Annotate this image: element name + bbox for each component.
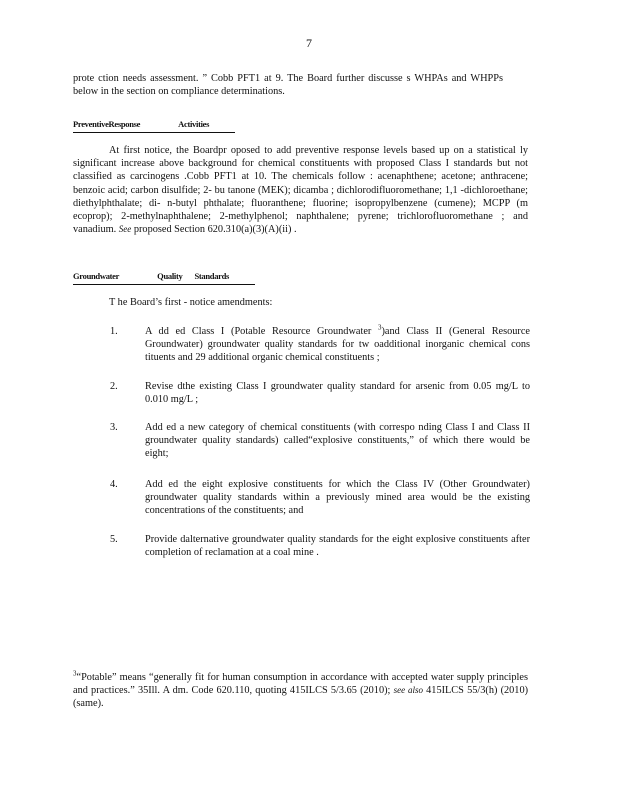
heading-part: Activities: [178, 119, 210, 129]
footnote-ref: 3: [378, 323, 382, 332]
amendments-intro: T he Board’s first - notice amendments:: [109, 297, 273, 308]
list-item-text: [145, 325, 530, 365]
preventive-response-paragraph: [73, 144, 528, 236]
see-also-signal: see also: [393, 685, 423, 696]
footnote-marker: 3: [73, 669, 77, 678]
list-item-text-part: A dd ed Class I (Potable Resource Groundwater: [145, 326, 378, 337]
list-item-number: 2.: [110, 381, 118, 392]
paragraph-text-end: proposed Section 620.310(a)(3)(A)(ii) .: [133, 224, 297, 236]
list-item-text: Add ed a new category of chemical constituents (with correspo nding Class I and Class II groundwater quality standards) called“explosive constituents,” of which there would be eight;: [145, 422, 530, 460]
page-number: 7: [306, 36, 312, 50]
see-signal: See: [118, 224, 132, 235]
heading-part: Standards: [194, 271, 230, 281]
list-item-text: Revise dthe existing Class I groundwater quality standard for arsenic from 0.05 mg/L to 0.010 mg/L ;: [145, 381, 530, 406]
heading-part: Groundwater: [73, 271, 120, 281]
section-heading-groundwater-quality-standards: [73, 270, 255, 285]
footnote-text-end: 415ILCS 55/3(h) (2010) (same).: [73, 685, 529, 710]
list-item-text: Add ed the eight explosive constituents for which the Class IV (Other Groundwater) groundwater quality standards within a previously mined area would be the existing concentrations of the constituents; and: [145, 479, 530, 517]
footnote-text: “Potable” means “generally fit for human consumption in accordance with accepted water supply principles and practices.” 35Ill. A dm. Code 620.110, quoting 415ILCS 5/3.65 (2010);: [73, 672, 528, 697]
list-item-text: Provide dalternative groundwater quality standards for the eight explosive constituents after completion of reclamation at a coal mine .: [145, 534, 530, 559]
heading-part: Quality: [157, 271, 183, 281]
section-heading-preventive-response: [73, 118, 235, 133]
paragraph-text: At first notice, the Boardpr oposed to add preventive response levels based up on a statistical ly significant increase above background for chemical constituents with proposed Class I standards but not classified as carcinogens .Cobb PFT1 at 10. The chemicals follow : acenaphthene; acetone; anthracene; benzoic acid; carbon disulfide; 2- bu tanone (MEK); dicamba ; dichlorodifluoromethane; 1,1 -dichloroethane; diethylphthalate; di- n-butyl phthalate; fluoranthene; fluorine; isopropylbenzene (cumene); MCPP (m ecoprop); 2-methylnaphthalene; 2-methylphenol; naphthalene; pyrene; trichlorofluoromethane ; and vanadium.: [73, 145, 528, 236]
intro-paragraph: prote ction needs assessment. ” Cobb PFT1 at 9. The Board further discusse s WHPAs and WHPPs below in the section on compliance determinations.: [73, 73, 503, 98]
list-item-number: 4.: [110, 479, 118, 490]
list-item-number: 1.: [110, 326, 118, 337]
footnote: [73, 671, 528, 711]
list-item-number: 3.: [110, 422, 118, 433]
heading-part: PreventiveResponse: [73, 119, 141, 129]
list-item-text-part: )and Class II (General Resource Groundwater) groundwater quality standards for tw oadditional inorganic chemical cons tituents and 29 additional organic chemical constituents ;: [145, 326, 531, 364]
list-item-number: 5.: [110, 534, 118, 545]
